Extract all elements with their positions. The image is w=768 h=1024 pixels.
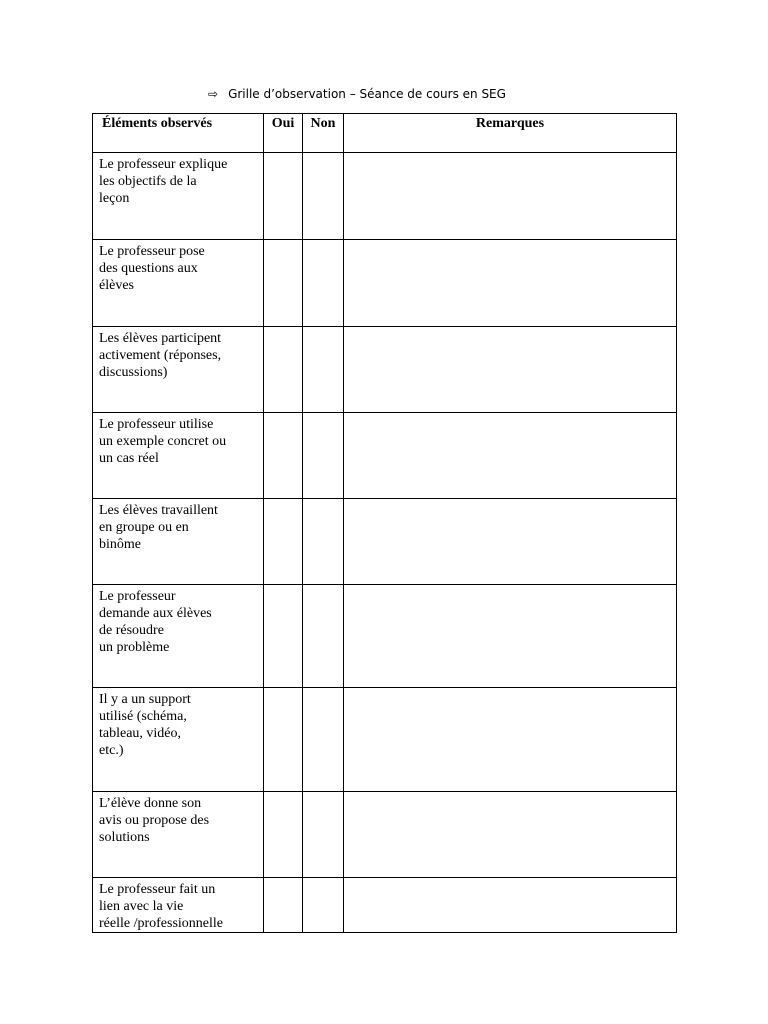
table-row: [93, 792, 677, 878]
header-remarques: Remarques: [344, 114, 677, 153]
header-elements-observes: Éléments observés: [93, 114, 264, 153]
observation-grid: [92, 113, 677, 933]
element-cell: [93, 878, 264, 933]
element-text: Les élèves participent activement (réponses, discussions): [99, 331, 222, 380]
oui-cell[interactable]: [264, 327, 303, 413]
element-text: Il y a un support utilisé (schéma, tableau, vidéo, etc.): [99, 692, 191, 758]
remarques-cell[interactable]: [344, 153, 677, 240]
element-cell: [93, 327, 264, 413]
element-cell: [93, 688, 264, 792]
non-cell[interactable]: [303, 878, 344, 933]
oui-cell[interactable]: [264, 792, 303, 878]
oui-cell[interactable]: [264, 878, 303, 933]
remarques-cell[interactable]: [344, 585, 677, 688]
element-text: Le professeur utilise un exemple concret ou un cas réel: [99, 417, 227, 466]
element-text: Le professeur explique les objectifs de la leçon: [99, 157, 228, 206]
non-cell[interactable]: [303, 413, 344, 499]
element-cell: [93, 792, 264, 878]
remarques-cell[interactable]: [344, 413, 677, 499]
element-cell: [93, 240, 264, 327]
non-cell[interactable]: [303, 153, 344, 240]
element-cell: [93, 499, 264, 585]
non-cell[interactable]: [303, 240, 344, 327]
table-row: [93, 878, 677, 933]
table-row: [93, 413, 677, 499]
remarques-cell[interactable]: [344, 240, 677, 327]
element-text: Le professeur fait un lien avec la vie réelle /professionnelle: [99, 882, 224, 931]
oui-cell[interactable]: [264, 688, 303, 792]
oui-cell[interactable]: [264, 413, 303, 499]
remarques-cell[interactable]: [344, 327, 677, 413]
remarques-cell[interactable]: [344, 688, 677, 792]
header-non: Non: [303, 114, 344, 153]
non-cell[interactable]: [303, 327, 344, 413]
remarques-cell[interactable]: [344, 499, 677, 585]
non-cell[interactable]: [303, 792, 344, 878]
table-row: [93, 327, 677, 413]
oui-cell[interactable]: [264, 585, 303, 688]
element-text: Le professeur demande aux élèves de résoudre un problème: [99, 589, 212, 655]
table-row: [93, 585, 677, 688]
element-cell: [93, 585, 264, 688]
oui-cell[interactable]: [264, 153, 303, 240]
oui-cell[interactable]: [264, 240, 303, 327]
header-oui: Oui: [264, 114, 303, 153]
oui-cell[interactable]: [264, 499, 303, 585]
element-text: Les élèves travaillent en groupe ou en binôme: [99, 503, 218, 552]
element-cell: [93, 413, 264, 499]
table-row: [93, 499, 677, 585]
table-row: [93, 688, 677, 792]
header-row: [93, 114, 677, 153]
element-text: Le professeur pose des questions aux élèves: [99, 244, 205, 293]
remarques-cell[interactable]: [344, 878, 677, 933]
table-row: [93, 153, 677, 240]
element-cell: [93, 153, 264, 240]
arrow-right-icon: ⇨: [208, 87, 219, 101]
document-heading: [208, 86, 506, 102]
non-cell[interactable]: [303, 688, 344, 792]
heading-title: Grille d’observation – Séance de cours en SEG: [228, 87, 506, 101]
element-text: L’élève donne son avis ou propose des solutions: [99, 796, 210, 845]
non-cell[interactable]: [303, 585, 344, 688]
non-cell[interactable]: [303, 499, 344, 585]
remarques-cell[interactable]: [344, 792, 677, 878]
table-row: [93, 240, 677, 327]
